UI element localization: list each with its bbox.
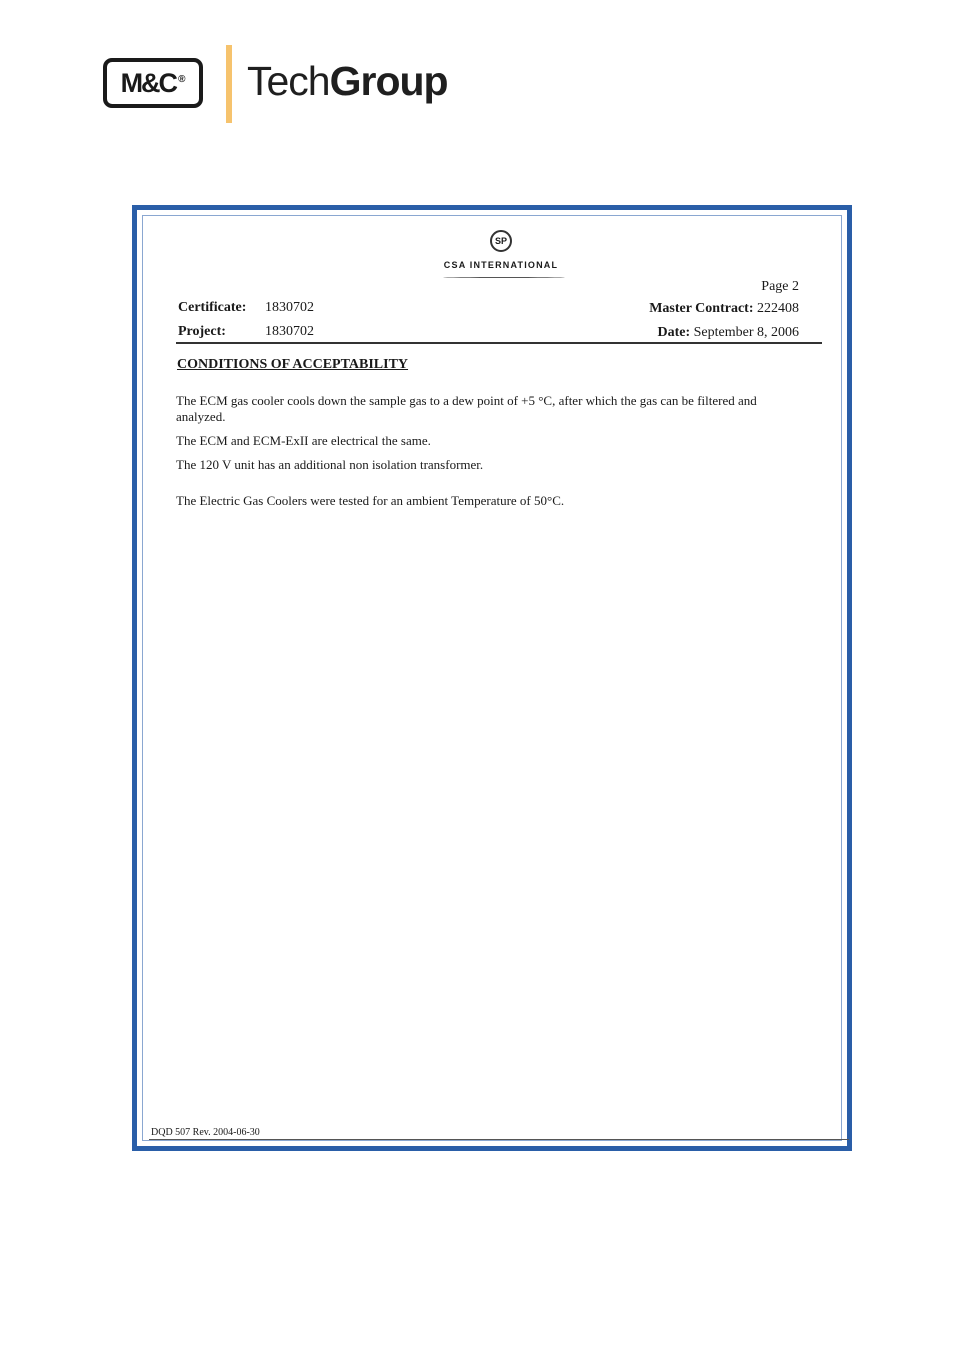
mc-logo-mark: M&C ®: [120, 67, 186, 98]
header-divider: [176, 342, 822, 344]
project-row: [178, 324, 314, 340]
issuer-label: CSA INTERNATIONAL: [443, 260, 559, 270]
master-contract-row: [649, 301, 799, 317]
paragraph: The 120 V unit has an additional non isolation transformer.: [176, 457, 484, 472]
brand-light: Tech: [247, 58, 330, 104]
section-title: CONDITIONS OF ACCEPTABILITY: [177, 357, 409, 372]
project-label: Project:: [178, 324, 226, 339]
footer-divider: [149, 1139, 849, 1140]
brand-bold: Group: [329, 58, 448, 104]
techgroup-wordmark: [247, 58, 448, 105]
mc-logo-box: [103, 58, 203, 108]
paragraph: The ECM gas cooler cools down the sample gas to a dew point of +5 °C, after which the gas can be filtered and analyzed.: [176, 393, 757, 424]
project-value: 1830702: [265, 324, 314, 339]
page-number: Page 2: [761, 279, 799, 294]
certificate-row: [178, 300, 314, 316]
paragraph: The Electric Gas Coolers were tested for an ambient Temperature of 50°C.: [176, 493, 565, 508]
certificate-label: Certificate:: [178, 300, 247, 315]
certificate-value: 1830702: [265, 300, 314, 315]
date-row: [657, 325, 799, 341]
certificate-page: [132, 205, 852, 1151]
csa-emblem-icon: SP: [490, 230, 512, 252]
certificate-inner-border: [142, 215, 842, 1141]
master-contract-label: Master Contract:: [649, 301, 754, 316]
logo-divider: [226, 45, 232, 123]
date-label: Date:: [657, 325, 691, 340]
form-reference: DQD 507 Rev. 2004-06-30: [151, 1127, 260, 1138]
master-contract-value: 222408: [757, 301, 799, 316]
csa-swoosh: [443, 277, 565, 278]
paragraph: The ECM and ECM-ExII are electrical the same.: [176, 433, 431, 448]
date-value: September 8, 2006: [693, 325, 799, 340]
